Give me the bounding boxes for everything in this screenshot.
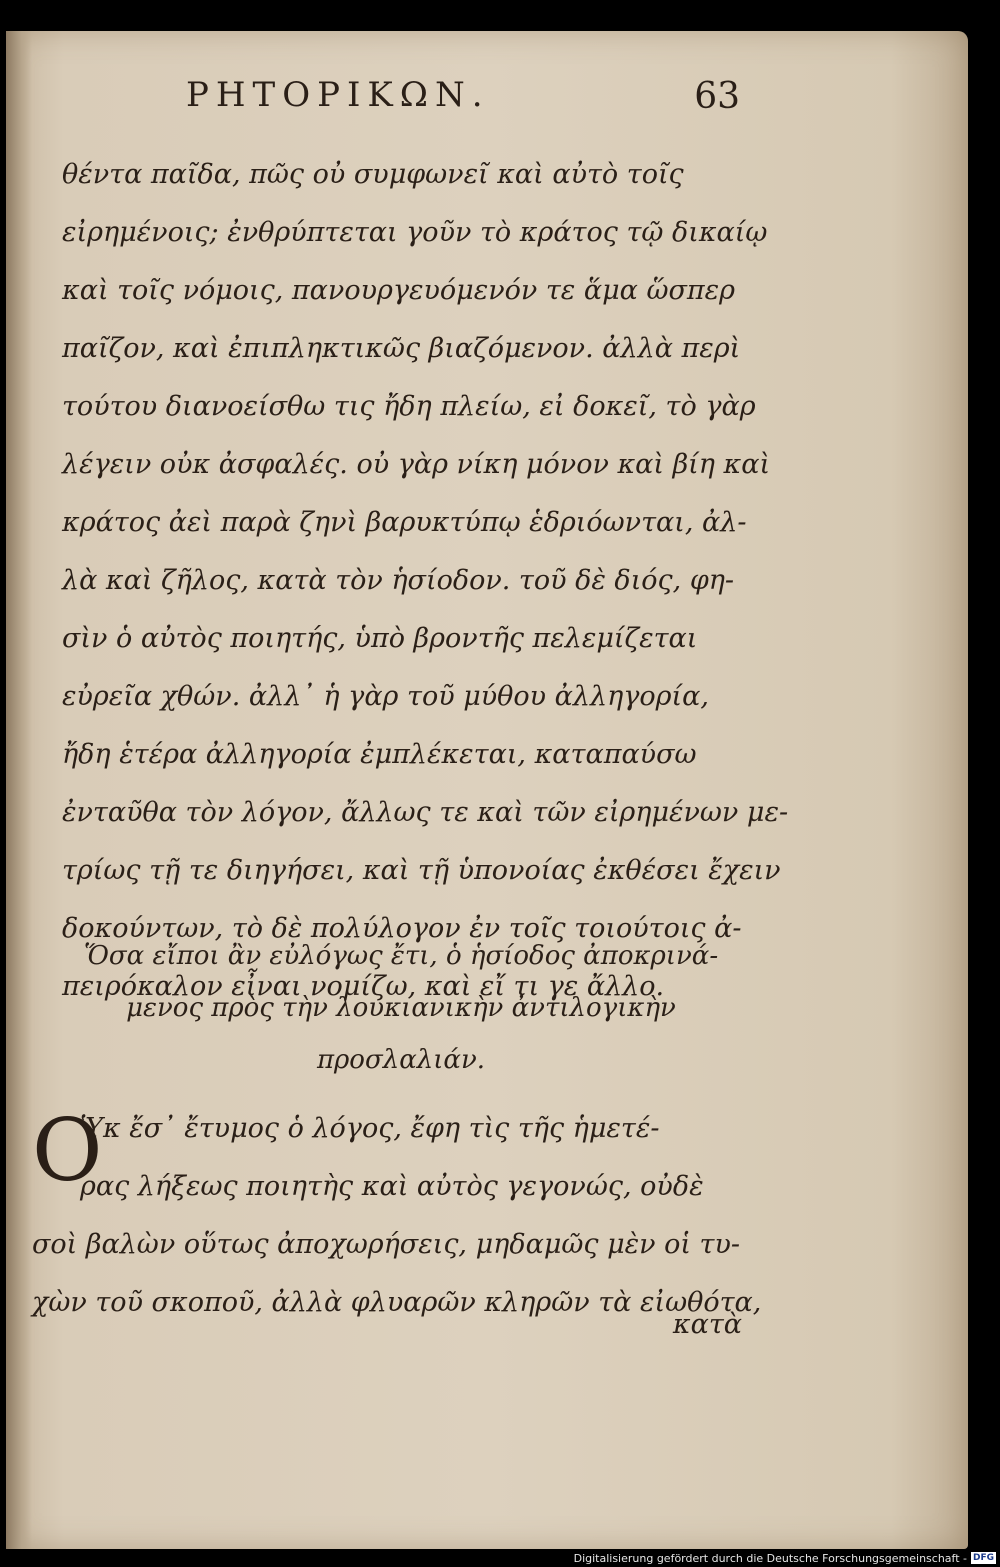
text-line: λὰ καὶ ζῆλος, κατὰ τὸν ἡσίοδον. τοῦ δὲ διός, φη- xyxy=(62,565,735,596)
digitization-credit xyxy=(574,1551,996,1565)
section-heading xyxy=(56,930,746,1086)
text-line: κράτος ἀεὶ παρὰ ζηνὶ βαρυκτύπῳ ἑδριόωνται, ἀλ- xyxy=(62,507,747,538)
text-line: θέντα παῖδα, πῶς οὐ συμφωνεῖ καὶ αὐτὸ τοῖς xyxy=(62,159,684,190)
text-line: δοκούντων, τὸ δὲ πολύλογον ἐν τοῖς τοιούτοις ἀ- xyxy=(62,913,742,944)
text-line: πειρόκαλον εἶναι νομίζω, καὶ εἴ τι γε ἄλλο. xyxy=(62,971,665,1002)
text-line: ἤδη ἑτέρα ἀλληγορία ἐμπλέκεται, καταπαύσω xyxy=(62,739,697,770)
catchword: κατὰ xyxy=(672,1309,742,1340)
credit-text: Digitalisierung gefördert durch die Deutsche Forschungsgemeinschaft - xyxy=(573,1551,967,1565)
heading-line: προσλαλιάν. xyxy=(316,1045,486,1075)
heading-line: Ὅσα εἴποι ἂν εὐλόγως ἔτι, ὁ ἡσίοδος ἀποκρινά- xyxy=(83,941,719,971)
text-line: σοὶ βαλὼν οὕτως ἀποχωρήσεις, μηδαμῶς μὲν οἱ τυ- xyxy=(32,1229,741,1260)
text-line: τούτου διανοείσθω τις ἤδη πλείω, εἰ δοκεῖ, τὸ γὰρ xyxy=(62,391,756,422)
text-line: ἐνταῦθα τὸν λόγον, ἄλλως τε καὶ τῶν εἰρημένων με- xyxy=(62,797,789,828)
text-line: καὶ τοῖς νόμοις, πανουργευόμενόν τε ἅμα ὥσπερ xyxy=(62,275,736,306)
page-gutter xyxy=(6,31,32,1549)
drop-cap: O xyxy=(32,1101,103,1201)
text-line: ρας λήξεως ποιητὴς καὶ αὐτὸς γεγονώς, οὐδὲ xyxy=(80,1171,704,1202)
text-line: χὼν τοῦ σκοποῦ, ἀλλὰ φλυαρῶν κληρῶν τὰ εἰωθότα, xyxy=(32,1287,762,1318)
text-line: εἰρημένοις; ἐνθρύπτεται γοῦν τὸ κράτος τῷ δικαίῳ xyxy=(62,217,768,248)
text-line: σὶν ὁ αὐτὸς ποιητής, ὑπὸ βροντῆς πελεμίζεται xyxy=(62,623,698,654)
heading-line: μενος πρὸς τὴν λουκιανικὴν ἀντιλογικὴν xyxy=(126,993,676,1023)
text-line: τρίως τῇ τε διηγήσει, καὶ τῇ ὑπονοίας ἐκθέσει ἔχειν xyxy=(62,855,781,886)
text-line: λέγειν οὐκ ἀσφαλές. οὐ γὰρ νίκη μόνον καὶ βίη καὶ xyxy=(62,449,771,480)
text-line: Ὑκ ἔσ᾽ ἔτυμος ὁ λόγος, ἔφη τὶς τῆς ἡμετέ- xyxy=(80,1113,660,1144)
text-line: παῖζον, καὶ ἐπιπληκτικῶς βιαζόμενον. ἀλλὰ περὶ xyxy=(62,333,741,364)
page-number: 63 xyxy=(694,76,740,117)
dfg-logo: DFG xyxy=(972,1553,994,1563)
body-text xyxy=(62,146,789,1016)
text-line: εὐρεῖα χθών. ἀλλ᾽ ἡ γὰρ τοῦ μύθου ἀλληγορία, xyxy=(62,681,709,712)
running-title: ΡΗΤΟΡΙΚΩΝ. xyxy=(186,75,490,115)
